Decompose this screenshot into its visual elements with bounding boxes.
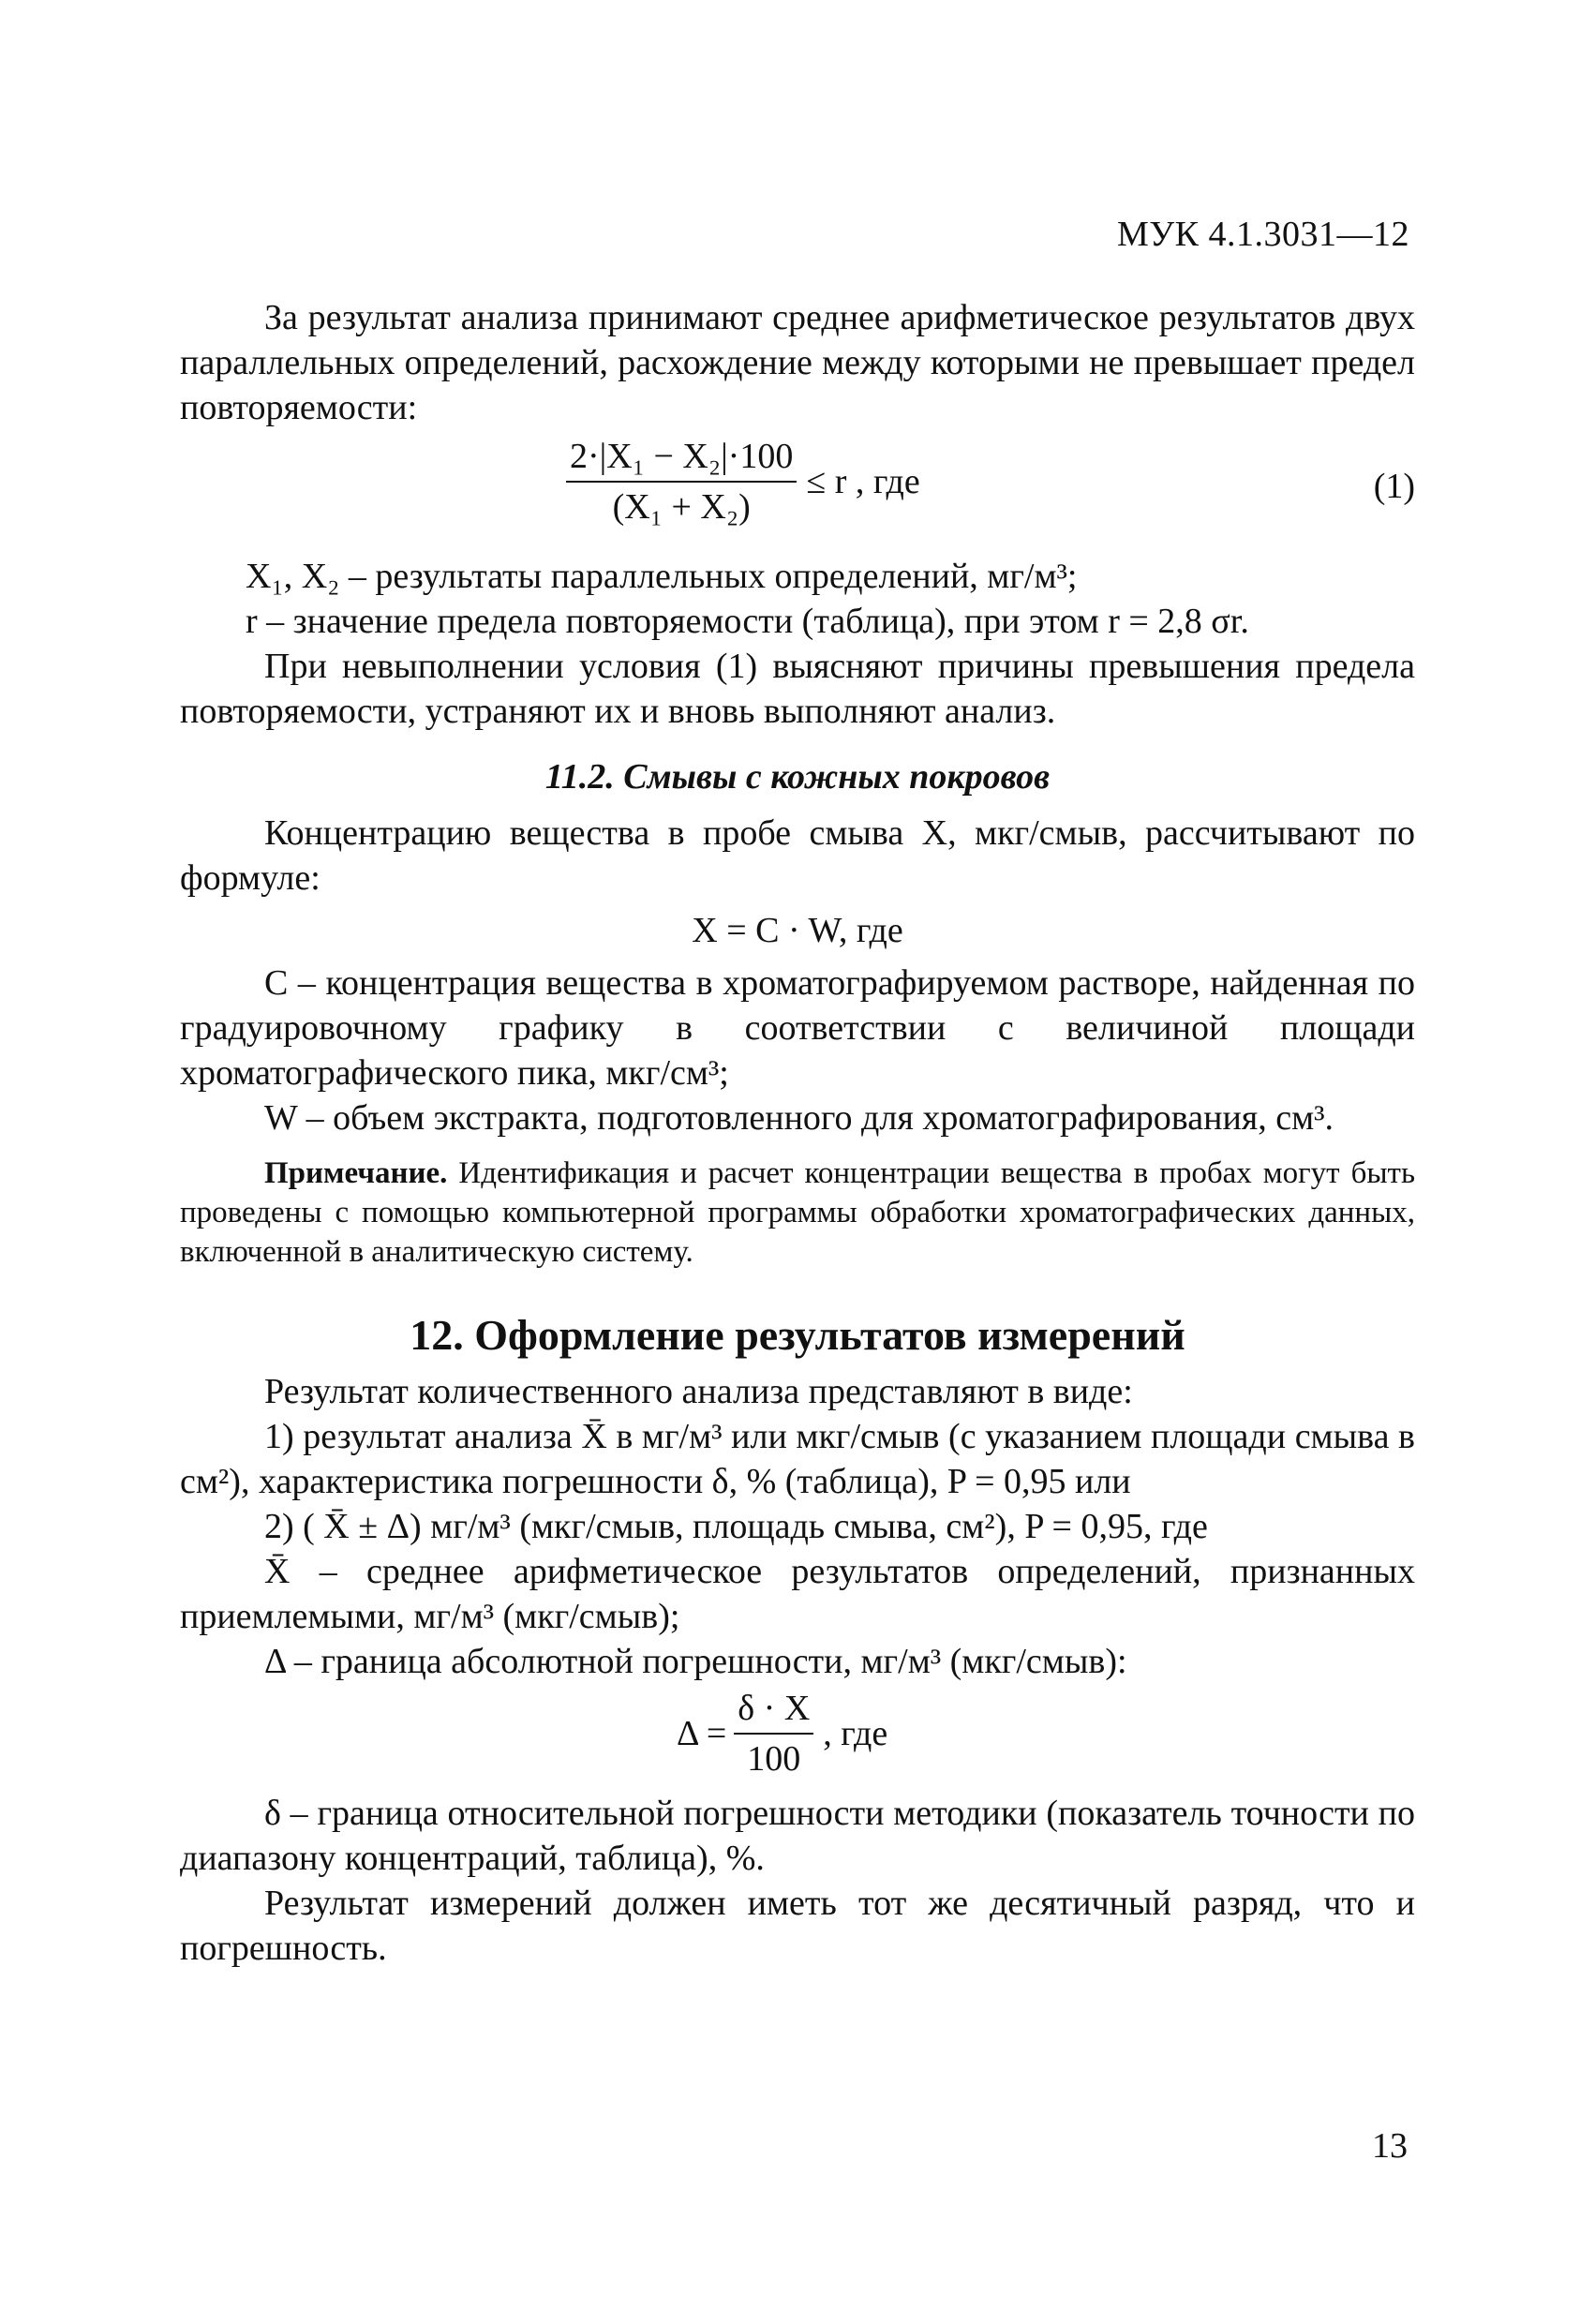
formula-delta-block (677, 1688, 887, 1780)
formula-delta-left: Δ = (677, 1714, 727, 1753)
list-item-2: 2) ( X̄ ± Δ) мг/м³ (мкг/смыв, площадь смыва, см²), P = 0,95, где (264, 1507, 1208, 1546)
fraction-numerator: δ · X (734, 1688, 813, 1735)
definition-r: r – значение предела повторяемости (таблица), при этом r = 2,8 σr. (246, 602, 1249, 641)
paragraph-decimal-place: Результат измерений должен иметь тот же десятичный разряд, что и погрешность. (180, 1884, 1415, 1968)
equation-number: (1) (1373, 467, 1415, 506)
note-text: Идентификация и расчет концентрации вещества в пробах могут быть проведены с помощью компьютерной программы обработки хроматографических данных, включенной в аналитическую систему. (180, 1156, 1416, 1269)
definition-delta: Δ – граница абсолютной погрешности, мг/м³ (мкг/смыв): (264, 1642, 1127, 1681)
formula-condition: ≤ r , где (806, 462, 920, 501)
paragraph-result-form: Результат количественного анализа представляют в виде: (264, 1372, 1133, 1411)
definition-c: C – концентрация вещества в хроматографируемом растворе, найденная по градуировочному графику в соответствии с величиной площади хроматографического пика, мкг/см³; (180, 963, 1415, 1093)
paragraph-concentration: Концентрацию вещества в пробе смыва X, мкг/смыв, рассчитывают по формуле: (180, 813, 1415, 898)
definition-xbar: X̄ – среднее арифметическое результатов определений, признанных приемлемыми, мг/м³ (мкг/смыв); (180, 1552, 1415, 1636)
document-code: МУК 4.1.3031—12 (1116, 215, 1409, 254)
fraction-denominator: 100 (747, 1739, 801, 1779)
fraction (734, 1688, 813, 1780)
list-item-1: 1) результат анализа X̄ в мг/м³ или мкг/смыв (с указанием площади смыва в см²), характеристика погрешности δ, % (таблица), P = 0,95 или (180, 1417, 1415, 1501)
formula-repeatability (180, 436, 1415, 546)
formula-delta (180, 1688, 1415, 1791)
note (180, 1154, 1415, 1272)
page-body (180, 295, 1415, 1971)
formula-x-equals-cw: X = C · W, где (692, 911, 903, 950)
paragraph-failure-condition: При невыполнении условия (1) выясняют причины превышения предела повторяемости, устраняют их и вновь выполняют анализ. (180, 647, 1415, 731)
formula-delta-after: , где (823, 1714, 888, 1753)
paragraph-result-definition: За результат анализа принимают среднее арифметическое результатов двух параллельных определений, расхождение между которыми не превышает предел повторяемости: (180, 298, 1415, 427)
definition-x1-x2: X₁, X₂ – результаты параллельных определений, мг/м³; (246, 557, 1078, 596)
page-number: 13 (1372, 2126, 1408, 2166)
fraction (566, 436, 797, 528)
fraction-denominator: (X₁ + X₂) (612, 487, 751, 527)
definition-delta-relative: δ – граница относительной погрешности методики (показатель точности по диапазону концентраций, таблица), %. (180, 1794, 1415, 1878)
section-title: 12. Оформление результатов измерений (410, 1311, 1185, 1359)
definition-w: W – объем экстракта, подготовленного для хроматографирования, см³. (264, 1098, 1334, 1138)
formula-fraction-block (566, 436, 920, 528)
fraction-numerator: 2·|X₁ − X₂|·100 (566, 436, 797, 483)
subsection-title: 11.2. Смывы с кожных покровов (544, 757, 1051, 797)
note-label: Примечание. (264, 1156, 448, 1190)
